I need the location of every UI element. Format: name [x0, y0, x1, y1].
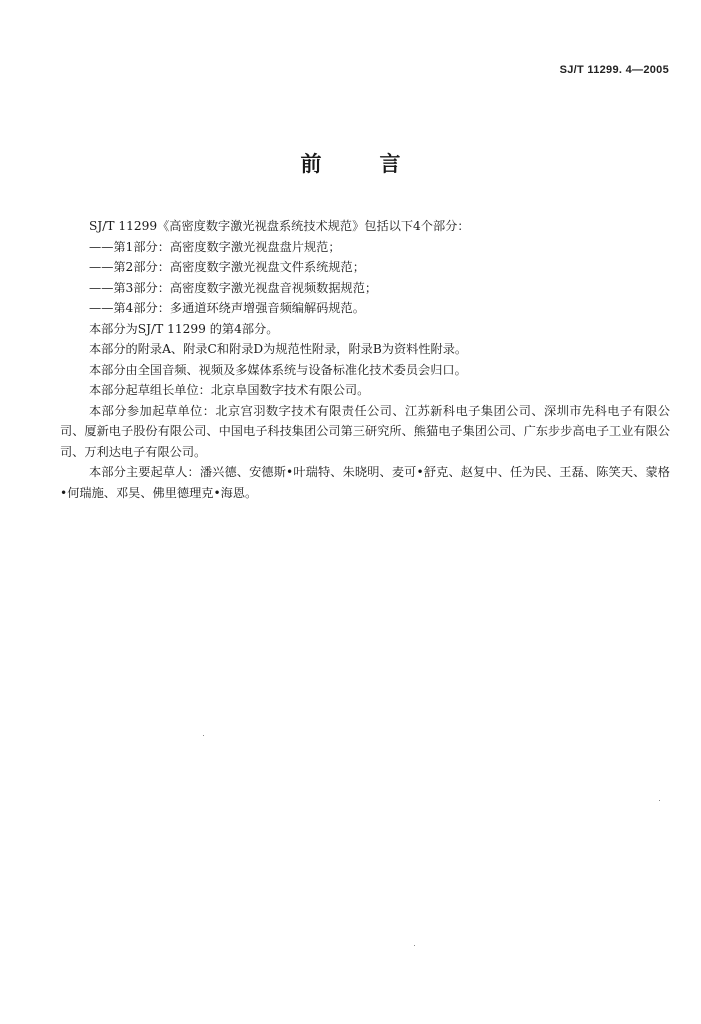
- title-char-1: 前: [300, 152, 322, 176]
- annex-paragraph: 本部分的附录A、附录C和附录D为规范性附录，附录B为资料性附录。: [89, 342, 468, 356]
- foreword-body: [60, 216, 670, 503]
- intro-paragraph: SJ/T 11299《高密度数字激光视盘系统技术规范》包括以下4个部分：: [89, 219, 470, 233]
- title-char-2: 言: [379, 152, 401, 176]
- standard-code-header: SJ/T 11299. 4—2005: [559, 64, 669, 76]
- participating-units-paragraph: 本部分参加起草单位：北京宫羽数字技术有限责任公司、江苏新科电子集团公司、深圳市先科电子有限公司、厦新电子股份有限公司、中国电子科技集团公司第三研究所、熊猫电子集团公司、广东步步高电子工业有限公司、万利达电子有限公司。: [60, 403, 670, 459]
- part-list-item-1: ——第1部分：高密度数字激光视盘盘片规范；: [89, 239, 341, 254]
- scan-speck: [414, 945, 415, 946]
- scan-speck: [203, 735, 204, 736]
- part-list-item-4: ——第4部分：多通道环绕声增强音频编解码规范。: [89, 301, 365, 315]
- lead-drafter-paragraph: 本部分起草组长单位：北京阜国数字技术有限公司。: [89, 383, 370, 397]
- part-list-item-3: ——第3部分：高密度数字激光视盘音视频数据规范；: [89, 280, 378, 295]
- page-title: [0, 148, 701, 178]
- committee-paragraph: 本部分由全国音频、视频及多媒体系统与设备标准化技术委员会归口。: [89, 362, 467, 377]
- part-statement-paragraph: 本部分为SJ/T 11299 的第4部分。: [89, 321, 279, 336]
- scan-speck: [659, 800, 660, 801]
- part-list-item-2: ——第2部分：高密度数字激光视盘文件系统规范；: [89, 260, 365, 274]
- main-drafters-paragraph: 本部分主要起草人：潘兴德、安德斯•叶瑞特、朱晓明、麦可•舒克、赵复中、任为民、王磊、陈笑天、蒙格•何瑞施、邓昊、佛里德理克•海恩。: [60, 465, 670, 500]
